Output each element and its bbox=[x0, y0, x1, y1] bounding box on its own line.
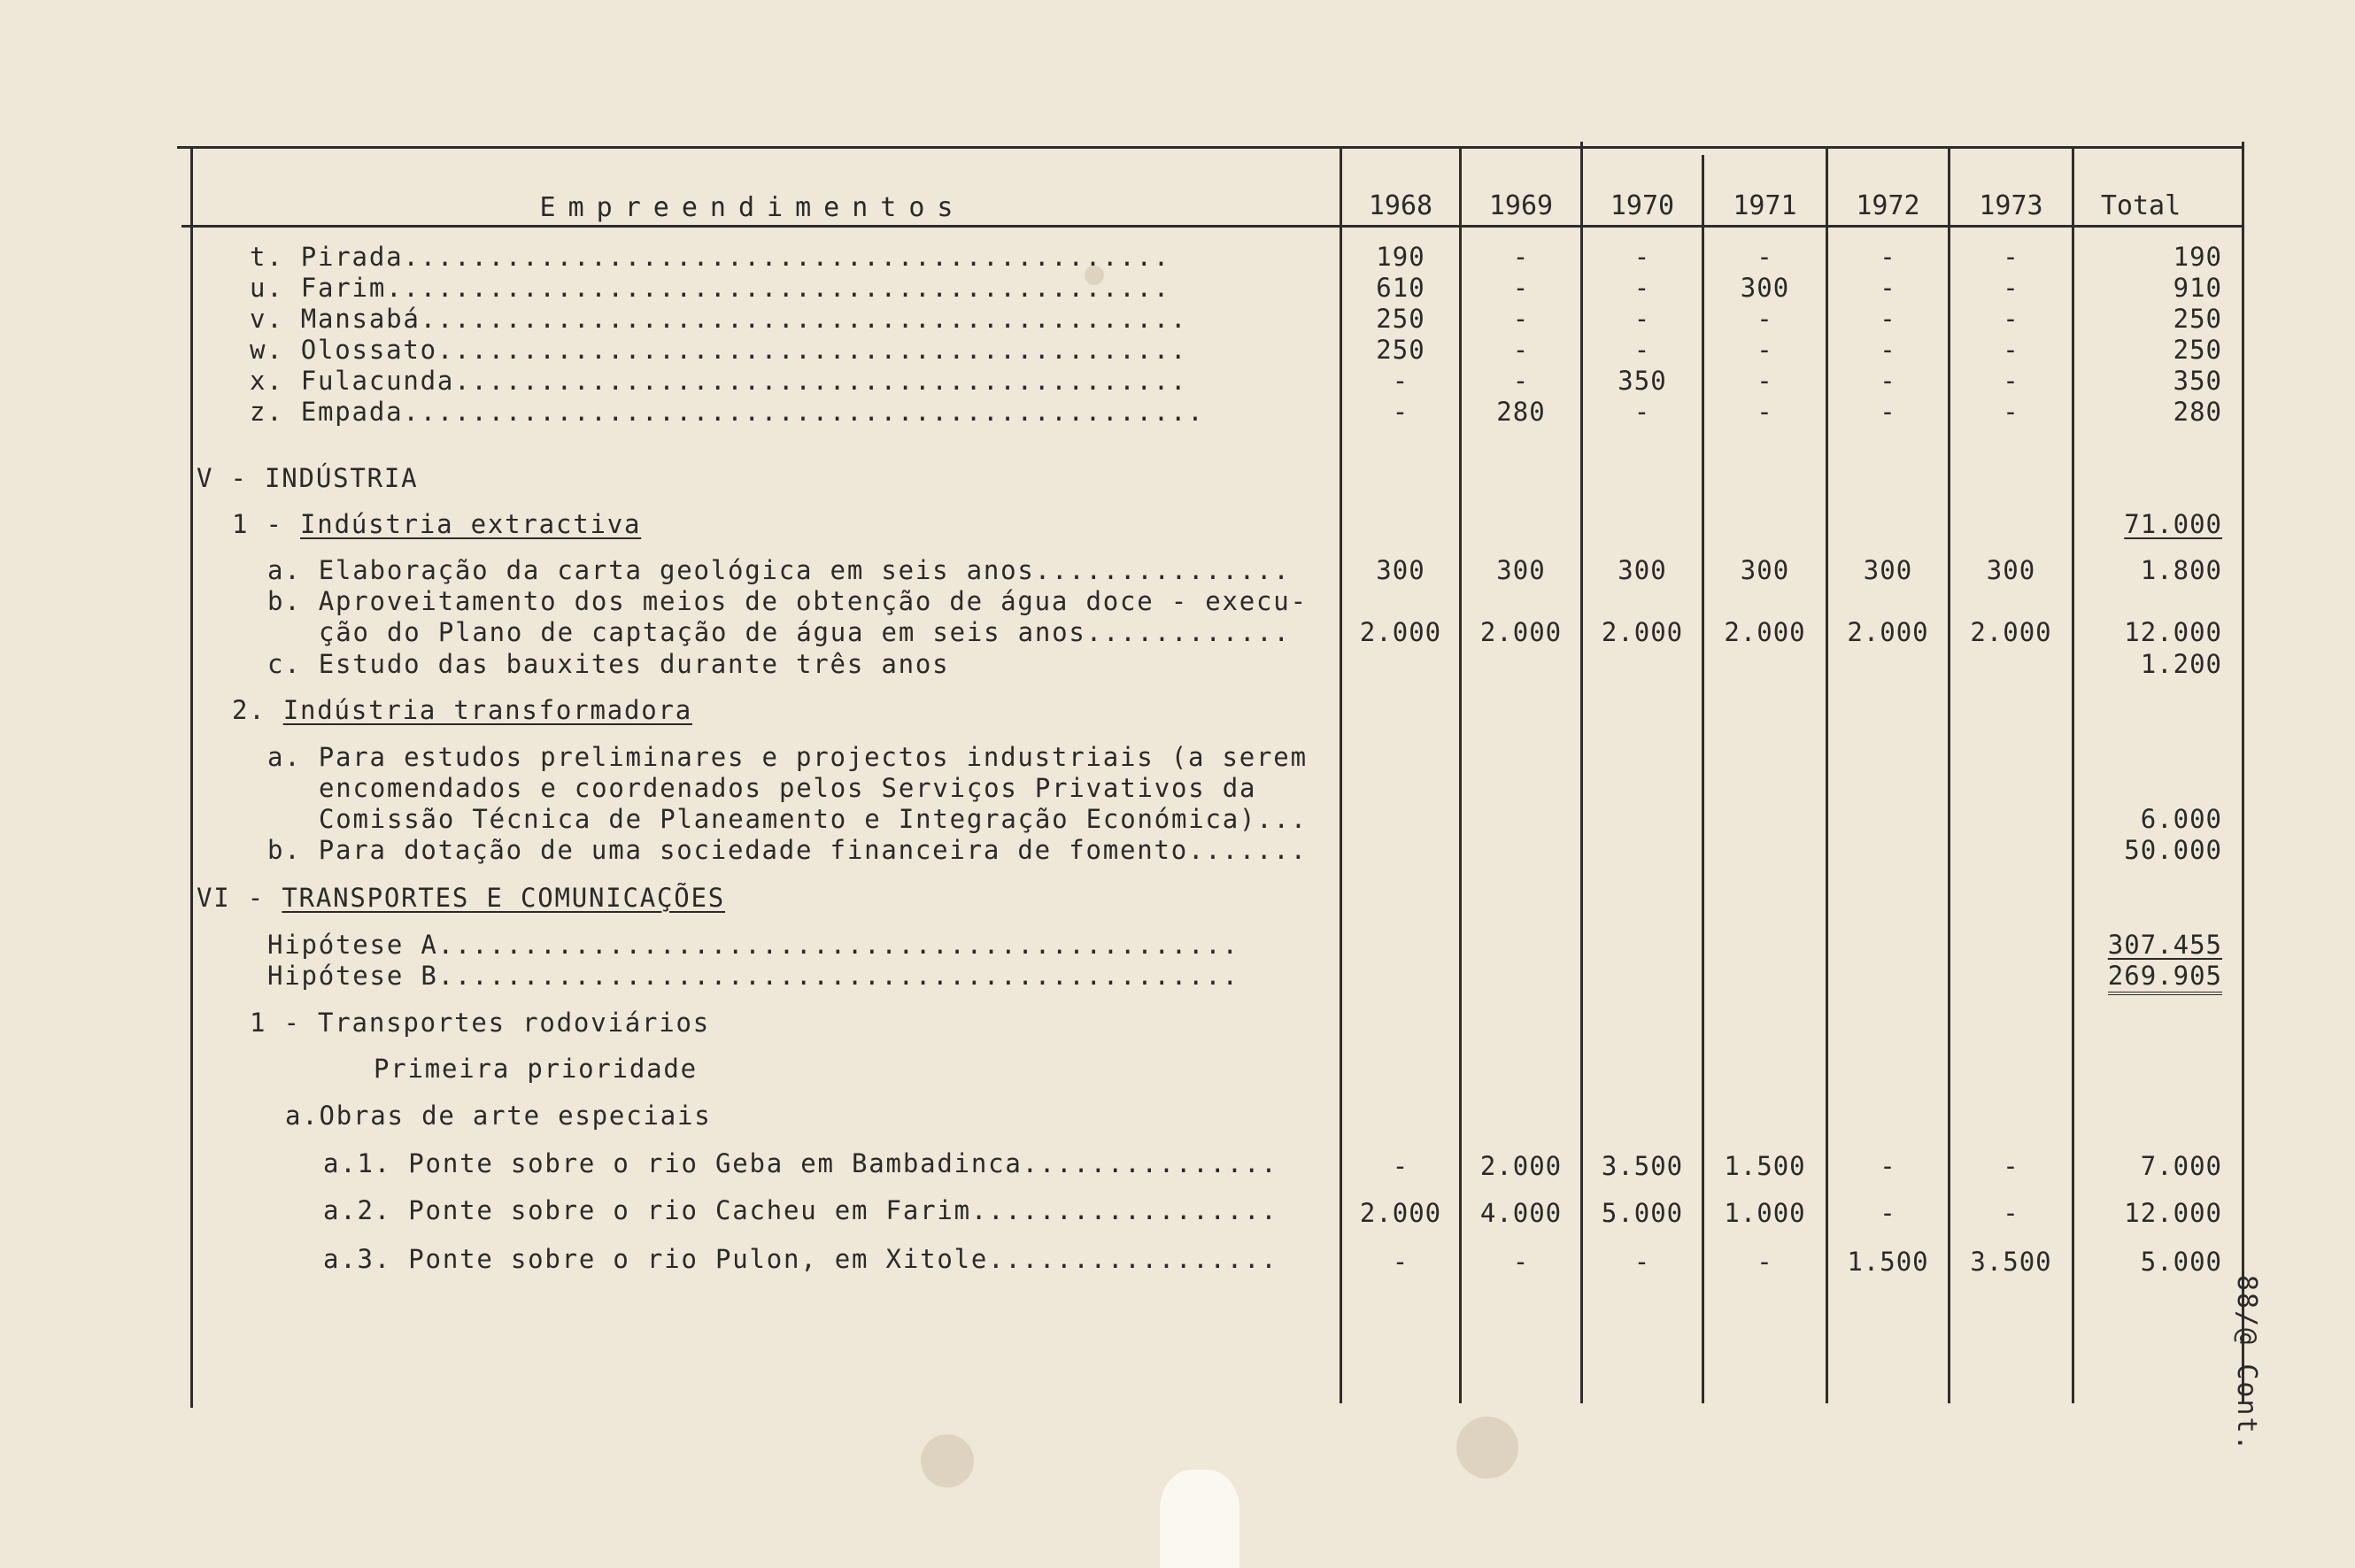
table-left-rule bbox=[190, 146, 193, 1408]
year-value-cell: - bbox=[1392, 1247, 1409, 1277]
hip-b-leader: ............................................... bbox=[437, 961, 1239, 991]
year-value-cell: 1.500 bbox=[1724, 1151, 1806, 1181]
sub1-num: 1 - bbox=[232, 509, 301, 539]
total-cell: 12.000 bbox=[2124, 1198, 2222, 1228]
item2b-total: 50.000 bbox=[2124, 835, 2222, 865]
year-value-cell: - bbox=[2003, 1151, 2019, 1181]
sub2-title: Indústria transformadora bbox=[282, 695, 693, 725]
year-value-cell: 2.000 bbox=[1724, 617, 1806, 647]
row-leader: ............................................. bbox=[403, 242, 1171, 272]
item-a-text: a. Elaboração da carta geológica em seis anos bbox=[267, 555, 1035, 585]
year-header: 1968 bbox=[1368, 190, 1433, 221]
year-value-cell: - bbox=[1880, 335, 1896, 365]
paper-tear bbox=[1160, 1470, 1239, 1568]
hip-b-total bbox=[2074, 961, 2222, 991]
year-value-cell: - bbox=[2003, 397, 2019, 427]
row-label-text: t. Pirada bbox=[250, 242, 404, 272]
item-b-line2 bbox=[319, 617, 1291, 647]
item-a-leader: ............... bbox=[1034, 555, 1291, 585]
vi-sub1: 1 - Transportes rodoviários bbox=[250, 1008, 711, 1038]
year-value-cell: 280 bbox=[1496, 397, 1546, 427]
year-value-cell: - bbox=[1392, 397, 1409, 427]
a3-leader: ................. bbox=[988, 1244, 1278, 1274]
year-value-cell: 190 bbox=[1376, 242, 1425, 272]
hip-b-text: Hipótese B bbox=[267, 961, 438, 991]
item2a-line2: encomendados e coordenados pelos Serviços Privativos da bbox=[319, 773, 1257, 803]
year-value-cell: - bbox=[1633, 397, 1651, 427]
hip-a-total bbox=[2074, 930, 2222, 960]
year-value-cell: - bbox=[2003, 366, 2019, 396]
year-value-cell: - bbox=[1392, 1151, 1409, 1181]
total-cell: 350 bbox=[2173, 366, 2222, 396]
a2-leader: .................. bbox=[970, 1195, 1278, 1225]
a2-text: a.2. Ponte sobre o rio Cacheu em Farim bbox=[323, 1195, 971, 1225]
row-label-text: v. Mansabá bbox=[250, 304, 421, 334]
year-value-cell: - bbox=[1757, 335, 1773, 365]
year-value-cell: - bbox=[1757, 397, 1773, 427]
item2a-total: 6.000 bbox=[2140, 804, 2222, 834]
year-value-cell: - bbox=[1633, 1247, 1651, 1277]
sub2-heading bbox=[232, 695, 692, 725]
row-label bbox=[250, 335, 1187, 365]
sub2-num: 2. bbox=[232, 695, 283, 725]
year-value-cell: - bbox=[1880, 242, 1896, 272]
total-cell: 250 bbox=[2173, 304, 2222, 334]
item2a-line1: a. Para estudos preliminares e projectos industriais (a serem bbox=[267, 742, 1308, 772]
year-value-cell: 5.000 bbox=[1601, 1198, 1684, 1228]
year-value-cell: 2.000 bbox=[1601, 617, 1684, 647]
total-header: Total bbox=[2100, 190, 2181, 221]
item-c-label: c. Estudo das bauxites durante três anos bbox=[267, 649, 950, 679]
item-b-text: ção do Plano de captação de água em seis anos bbox=[319, 617, 1086, 647]
a3-text: a.3. Ponte sobre o rio Pulon, em Xitole bbox=[323, 1244, 989, 1274]
row-label bbox=[250, 366, 1187, 396]
year-value-cell: - bbox=[1512, 304, 1530, 334]
year-value-cell: - bbox=[2003, 335, 2019, 365]
year-header: 1969 bbox=[1488, 190, 1554, 221]
item2b-label: b. Para dotação de uma sociedade financeira de fomento....... bbox=[267, 835, 1308, 865]
year-value-cell: 300 bbox=[1986, 555, 2036, 585]
year-value-cell: 2.000 bbox=[1359, 1198, 1442, 1228]
paper-stain bbox=[921, 1434, 974, 1487]
row-leader: ............................................... bbox=[403, 397, 1205, 427]
a1-leader: ............... bbox=[1022, 1148, 1278, 1178]
year-value-cell: 1.500 bbox=[1847, 1247, 1929, 1277]
row-label bbox=[250, 397, 1205, 427]
year-value-cell: 2.000 bbox=[1970, 617, 2052, 647]
item-a-label bbox=[267, 555, 1291, 585]
row-label-text: z. Empada bbox=[250, 397, 404, 427]
year-header: 1972 bbox=[1856, 190, 1920, 221]
year-value-cell: - bbox=[2003, 273, 2019, 303]
year-value-cell: - bbox=[1880, 366, 1896, 396]
year-value-cell: 350 bbox=[1618, 366, 1667, 396]
section-vi-title: TRANSPORTES E COMUNICAÇÕES bbox=[282, 883, 726, 913]
total-cell: 5.000 bbox=[2140, 1247, 2222, 1277]
year-value-cell: - bbox=[1880, 1198, 1896, 1228]
sub1-heading bbox=[232, 509, 641, 539]
a2-label bbox=[323, 1195, 1278, 1225]
item-b-line1: b. Aproveitamento dos meios de obtenção de água doce - execu- bbox=[267, 586, 1308, 616]
year-value-cell: - bbox=[1757, 366, 1773, 396]
total-cell: 280 bbox=[2173, 397, 2222, 427]
year-value-cell: 300 bbox=[1618, 555, 1667, 585]
year-value-cell: - bbox=[1633, 273, 1651, 303]
year-value-cell: 300 bbox=[1496, 555, 1546, 585]
year-value-cell: - bbox=[2003, 242, 2019, 272]
year-value-cell: - bbox=[1512, 242, 1530, 272]
sub1-title: Indústria extractiva bbox=[300, 509, 642, 539]
header-title: Empreendimentos bbox=[539, 192, 966, 223]
year-value-cell: - bbox=[2003, 1198, 2019, 1228]
side-note: 88/@ Cont. bbox=[2231, 1275, 2262, 1453]
a3-label bbox=[323, 1244, 1278, 1274]
row-leader: ........................................... bbox=[454, 366, 1188, 396]
row-label bbox=[250, 273, 1170, 303]
year-value-cell: 2.000 bbox=[1359, 617, 1442, 647]
total-cell: 910 bbox=[2173, 273, 2222, 303]
row-label-text: u. Farim bbox=[250, 273, 387, 303]
total-cell: 250 bbox=[2173, 335, 2222, 365]
a1-label bbox=[323, 1148, 1278, 1178]
section-vi-num: VI - bbox=[197, 883, 282, 913]
sub1-total bbox=[2074, 509, 2222, 539]
item-c-total: 1.200 bbox=[2140, 649, 2222, 679]
section-v-title: V - INDÚSTRIA bbox=[197, 463, 419, 493]
row-leader: ............................................. bbox=[420, 304, 1188, 334]
year-value-cell: - bbox=[1880, 397, 1896, 427]
year-value-cell: - bbox=[1512, 273, 1530, 303]
total-cell: 1.800 bbox=[2140, 555, 2222, 585]
row-leader: ............................................ bbox=[436, 335, 1188, 365]
row-leader: .............................................. bbox=[386, 273, 1171, 303]
year-value-cell: 4.000 bbox=[1479, 1198, 1563, 1228]
year-value-cell: 250 bbox=[1376, 304, 1425, 334]
year-value-cell: 250 bbox=[1376, 335, 1425, 365]
year-value-cell: 3.500 bbox=[1601, 1151, 1684, 1181]
year-header: 1971 bbox=[1733, 190, 1797, 221]
total-cell: 12.000 bbox=[2124, 617, 2222, 647]
year-value-cell: 2.000 bbox=[1479, 1151, 1563, 1181]
year-value-cell: - bbox=[1880, 1151, 1896, 1181]
sub1-total-value: 71.000 bbox=[2124, 509, 2222, 539]
year-value-cell: 1.000 bbox=[1724, 1198, 1806, 1228]
year-value-cell: - bbox=[1512, 366, 1530, 396]
item-b-leader: ............ bbox=[1085, 617, 1291, 647]
table-top-rule bbox=[177, 146, 2244, 149]
year-value-cell: - bbox=[1512, 1247, 1530, 1277]
row-label-text: w. Olossato bbox=[250, 335, 437, 365]
year-value-cell: 2.000 bbox=[1847, 617, 1929, 647]
item2a-line3: Comissão Técnica de Planeamento e Integração Económica)... bbox=[319, 804, 1309, 834]
year-value-cell: 300 bbox=[1863, 555, 1913, 585]
hip-a-total-value: 307.455 bbox=[2107, 930, 2222, 960]
year-value-cell: - bbox=[1633, 304, 1651, 334]
section-vi-heading bbox=[197, 883, 725, 913]
year-value-cell: - bbox=[1633, 335, 1651, 365]
year-value-cell: - bbox=[1633, 242, 1651, 272]
hip-b-label bbox=[267, 961, 1239, 991]
year-value-cell: - bbox=[1880, 273, 1896, 303]
a1-text: a.1. Ponte sobre o rio Geba em Bambadinca bbox=[323, 1148, 1023, 1178]
year-value-cell: - bbox=[1392, 366, 1409, 396]
vi-priority: Primeira prioridade bbox=[374, 1054, 698, 1084]
year-value-cell: - bbox=[1757, 1247, 1773, 1277]
total-cell: 7.000 bbox=[2140, 1151, 2222, 1181]
vi-obras: a.Obras de arte especiais bbox=[285, 1101, 712, 1131]
total-cell: 190 bbox=[2173, 242, 2222, 272]
row-label bbox=[250, 304, 1187, 334]
year-value-cell: - bbox=[2003, 304, 2019, 334]
paper-stain bbox=[1456, 1417, 1518, 1479]
year-header: 1970 bbox=[1610, 190, 1675, 221]
year-value-cell: 610 bbox=[1376, 273, 1425, 303]
year-value-cell: - bbox=[1512, 335, 1530, 365]
year-value-cell: - bbox=[1757, 242, 1773, 272]
row-label-text: x. Fulacunda bbox=[250, 366, 455, 396]
year-value-cell: 300 bbox=[1740, 273, 1790, 303]
hip-a-text: Hipótese A bbox=[267, 930, 438, 960]
table-right-rule bbox=[2242, 142, 2244, 1403]
year-value-cell: 3.500 bbox=[1970, 1247, 2052, 1277]
year-header: 1973 bbox=[1979, 190, 2043, 221]
row-label bbox=[250, 242, 1170, 272]
header-bottom-rule bbox=[181, 225, 2244, 228]
year-value-cell: 300 bbox=[1376, 555, 1425, 585]
hip-a-leader: ............................................... bbox=[437, 930, 1239, 960]
year-value-cell: - bbox=[1880, 304, 1896, 334]
hip-a-label bbox=[267, 930, 1239, 960]
year-value-cell: 2.000 bbox=[1479, 617, 1563, 647]
year-value-cell: 300 bbox=[1740, 555, 1790, 585]
year-value-cell: - bbox=[1757, 304, 1773, 334]
hip-b-total-value: 269.905 bbox=[2108, 961, 2222, 995]
